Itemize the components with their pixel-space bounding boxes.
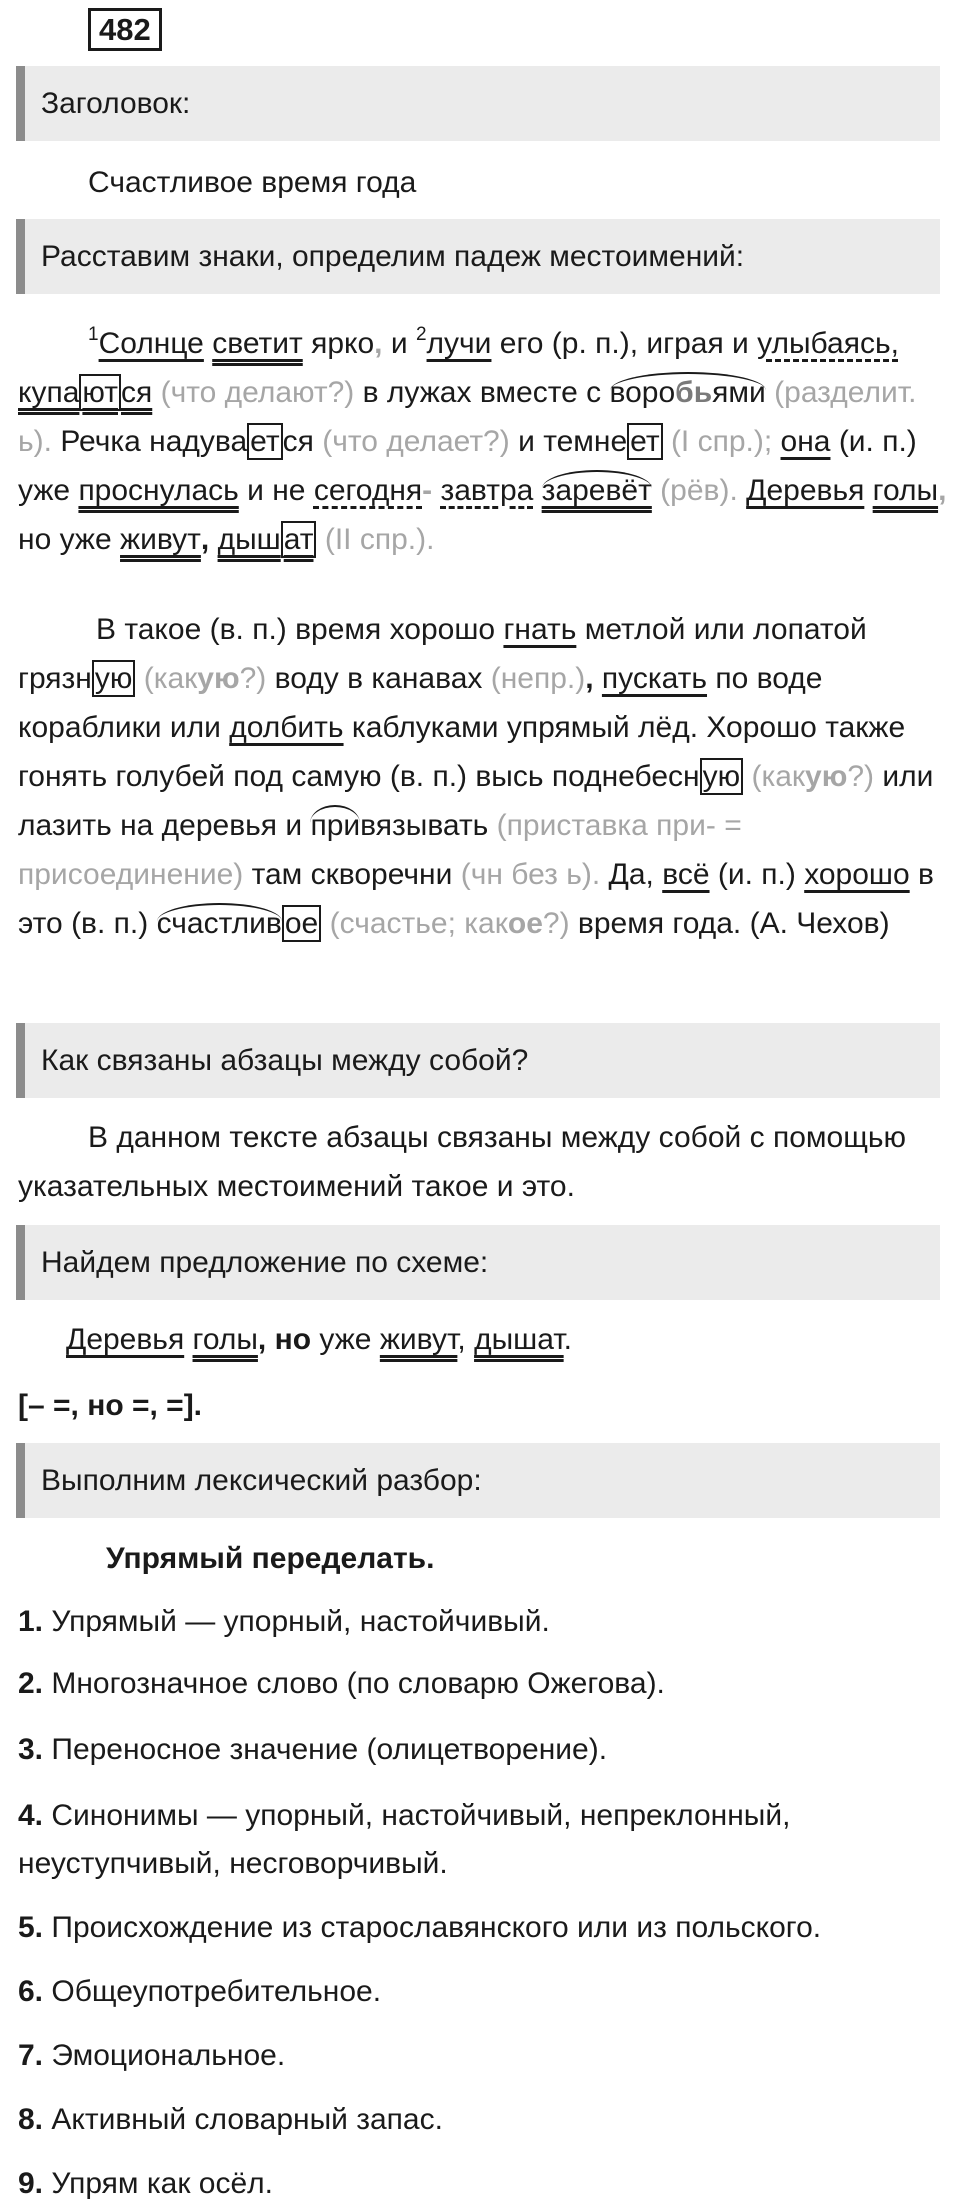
paragraph-1: $^1$Солнце светит ярко, и $^2$лучи его (р. п.), играя и улыбаясь, купа ют ся (что делают?) в лужах вместе с воробьями (разделит. ь). Речка надува ет ся (что делает?) и темне ет (I спр.); она (и. п.) уже проснулась и не сегодня- завтра заревёт (рёв). Деревья голы, но уже живут, дыш ат (II спр.). — [18, 324, 947, 556]
list-item: 2. Многозначное слово (по словарю Ожегова). — [18, 1667, 665, 1700]
scheme-formula: [– =, но =, =]. — [18, 1389, 203, 1422]
paragraphs-text: В данном тексте абзацы связаны между собой с помощью указательных местоимений такое и это. — [18, 1121, 907, 1203]
list-item: 1. Упрямый — упорный, настойчивый. — [18, 1605, 550, 1638]
list-item: 9. Упрям как осёл. — [18, 2167, 274, 2200]
list-item: 7. Эмоциональное. — [18, 2039, 286, 2072]
signs-header: Расставим знаки, определим падеж местоимений: — [16, 219, 940, 294]
lexical-title: Упрямый переделать. — [106, 1542, 435, 1575]
list-item: 8. Активный словарный запас. — [18, 2103, 443, 2136]
exercise-number: 482 — [88, 8, 162, 51]
list-item: 3. Переносное значение (олицетворение). — [18, 1733, 608, 1766]
list-item: 4. Синонимы — упорный, настойчивый, непреклонный, неуступчивый, несговорчивый. — [18, 1799, 791, 1880]
scheme-sentence: Деревья голы, но уже живут, дышат. — [66, 1323, 572, 1356]
title-text: Счастливое время года — [88, 166, 417, 199]
scheme-header: Найдем предложение по схеме: — [16, 1225, 940, 1300]
paragraph-2: В такое (в. п.) время хорошо гнать метлой или лопатой грязн ую (какую?) воду в канавах (непр.), пускать по воде кораблики или долбить каблуками упрямый лёд. Хорошо также гонять голубей под самую (в. п.) высь поднебесн ую (какую?) или лазить на деревья и привязывать (приставка при- = присоединение) там скворечни (чн без ь). Да, всё (и. п.) хорошо в это (в. п.) счастлив ое (счастье; какое?) время года. (А. Чехов) — [18, 613, 934, 940]
title-header: Заголовок: — [16, 66, 940, 141]
lexical-header: Выполним лексический разбор: — [16, 1443, 940, 1518]
list-item: 6. Общеупотребительное. — [18, 1975, 382, 2008]
paragraphs-header: Как связаны абзацы между собой? — [16, 1023, 940, 1098]
list-item: 5. Происхождение из старославянского или из польского. — [18, 1911, 822, 1944]
